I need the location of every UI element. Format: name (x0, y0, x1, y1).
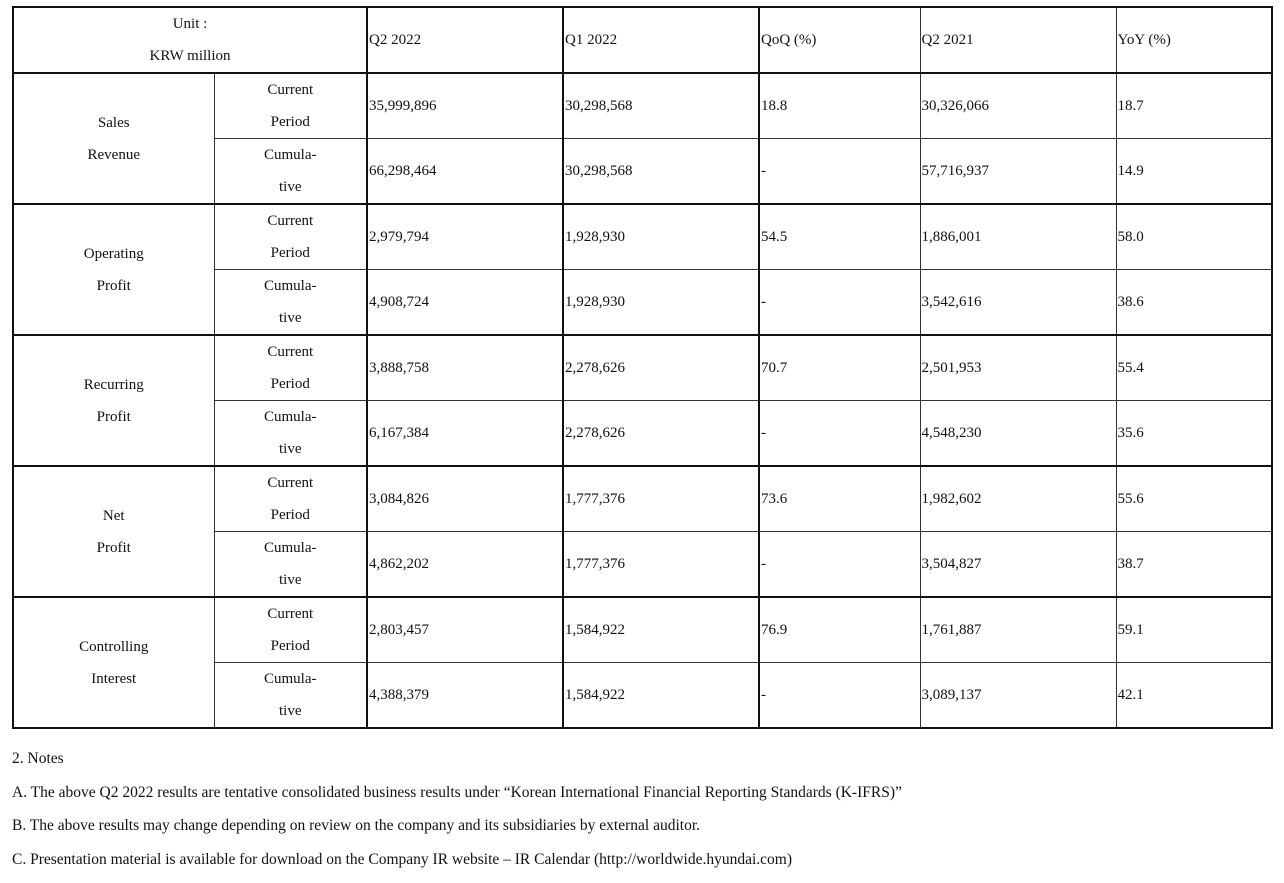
period-label: Current (267, 606, 314, 622)
period-label: Current (267, 344, 314, 360)
period-label: Current (267, 213, 314, 229)
column-header: Q2 2021 (920, 7, 1116, 73)
value-cell: 3,542,616 (920, 270, 1116, 336)
table-row (13, 335, 1272, 401)
value-cell: 42.1 (1116, 663, 1272, 729)
results-table (12, 6, 1273, 729)
value-cell: 30,326,066 (920, 73, 1116, 139)
value-cell: - (759, 139, 920, 205)
value-cell: 38.7 (1116, 532, 1272, 598)
value-cell: 4,388,379 (367, 663, 563, 729)
column-header: QoQ (%) (759, 7, 920, 73)
note-item-b: B. The above results may change depending on review on the company and its subsidiaries by external auditor. (12, 817, 700, 834)
value-cell: 2,803,457 (367, 597, 563, 663)
unit-value: KRW million (149, 48, 231, 64)
period-label: Period (270, 638, 310, 654)
period-label: Cumula- (264, 540, 317, 556)
value-cell: 73.6 (759, 466, 920, 532)
period-label: tive (279, 572, 302, 588)
value-cell: 59.1 (1116, 597, 1272, 663)
period-label: tive (279, 310, 302, 326)
value-cell: 57,716,937 (920, 139, 1116, 205)
period-label-cell (214, 204, 367, 270)
metric-label: Revenue (87, 146, 140, 163)
value-cell: 1,584,922 (563, 597, 759, 663)
value-cell: - (759, 401, 920, 467)
metric-label-cell (13, 204, 214, 335)
value-cell: 55.4 (1116, 335, 1272, 401)
column-header: YoY (%) (1116, 7, 1272, 73)
table-row (13, 466, 1272, 532)
metric-label: Net (102, 507, 125, 524)
metric-label-cell (13, 466, 214, 597)
value-cell: 35,999,896 (367, 73, 563, 139)
value-cell: 30,298,568 (563, 73, 759, 139)
metric-label: Profit (96, 539, 131, 556)
value-cell: 2,979,794 (367, 204, 563, 270)
metric-label: Recurring (83, 376, 144, 393)
period-label-cell (214, 663, 367, 729)
notes-section (12, 742, 1272, 876)
value-cell: - (759, 532, 920, 598)
period-label-cell (214, 73, 367, 139)
column-header: Q2 2022 (367, 7, 563, 73)
value-cell: 2,278,626 (563, 401, 759, 467)
metric-label: Profit (96, 277, 131, 294)
period-label-cell (214, 597, 367, 663)
value-cell: 2,501,953 (920, 335, 1116, 401)
value-cell: 54.5 (759, 204, 920, 270)
value-cell: 14.9 (1116, 139, 1272, 205)
period-label: Cumula- (264, 278, 317, 294)
table-row (13, 73, 1272, 139)
value-cell: 3,084,826 (367, 466, 563, 532)
value-cell: 4,862,202 (367, 532, 563, 598)
value-cell: 1,584,922 (563, 663, 759, 729)
metric-label-cell (13, 335, 214, 466)
table-row (13, 204, 1272, 270)
period-label-cell (214, 270, 367, 336)
table-row (13, 597, 1272, 663)
period-label-cell (214, 139, 367, 205)
value-cell: 4,908,724 (367, 270, 563, 336)
value-cell: 18.8 (759, 73, 920, 139)
value-cell: 1,982,602 (920, 466, 1116, 532)
metric-label: Profit (96, 408, 131, 425)
period-label-cell (214, 401, 367, 467)
note-item-c: C. Presentation material is available for download on the Company IR website – IR Calendar (http://worldwide.hyundai.com) (12, 850, 792, 868)
metric-label-cell (13, 73, 214, 204)
period-label-cell (214, 335, 367, 401)
period-label: Period (270, 376, 310, 392)
value-cell: 58.0 (1116, 204, 1272, 270)
period-label: Cumula- (264, 671, 317, 687)
value-cell: 18.7 (1116, 73, 1272, 139)
period-label-cell (214, 532, 367, 598)
value-cell: 76.9 (759, 597, 920, 663)
value-cell: 1,777,376 (563, 466, 759, 532)
period-label: Current (267, 82, 314, 98)
period-label: Cumula- (264, 147, 317, 163)
value-cell: 1,886,001 (920, 204, 1116, 270)
value-cell: 6,167,384 (367, 401, 563, 467)
note-item-a: A. The above Q2 2022 results are tentative consolidated business results under “Korean International Financial Reporting Standards (K-IFRS)” (12, 783, 902, 801)
value-cell: 38.6 (1116, 270, 1272, 336)
header-row (13, 7, 1272, 73)
column-header: Q1 2022 (563, 7, 759, 73)
unit-label: Unit : (172, 16, 208, 32)
period-label: Current (267, 475, 314, 491)
metric-label: Sales (97, 114, 130, 131)
metric-label-cell (13, 597, 214, 728)
period-label: Cumula- (264, 409, 317, 425)
value-cell: 2,278,626 (563, 335, 759, 401)
unit-header-cell (13, 7, 367, 73)
period-label: Period (270, 245, 310, 261)
notes-heading: 2. Notes (12, 750, 64, 767)
value-cell: 70.7 (759, 335, 920, 401)
value-cell: 55.6 (1116, 466, 1272, 532)
period-label: Period (270, 507, 310, 523)
value-cell: - (759, 270, 920, 336)
period-label: Period (270, 114, 310, 130)
metric-label: Operating (83, 245, 144, 262)
value-cell: 1,928,930 (563, 270, 759, 336)
period-label-cell (214, 466, 367, 532)
period-label: tive (279, 703, 302, 719)
value-cell: 1,761,887 (920, 597, 1116, 663)
value-cell: 1,777,376 (563, 532, 759, 598)
value-cell: 1,928,930 (563, 204, 759, 270)
value-cell: 3,504,827 (920, 532, 1116, 598)
value-cell: 3,888,758 (367, 335, 563, 401)
value-cell: 35.6 (1116, 401, 1272, 467)
value-cell: 30,298,568 (563, 139, 759, 205)
period-label: tive (279, 441, 302, 457)
value-cell: - (759, 663, 920, 729)
metric-label: Controlling (79, 638, 149, 655)
value-cell: 4,548,230 (920, 401, 1116, 467)
period-label: tive (279, 179, 302, 195)
value-cell: 66,298,464 (367, 139, 563, 205)
metric-label: Interest (91, 670, 137, 687)
value-cell: 3,089,137 (920, 663, 1116, 729)
